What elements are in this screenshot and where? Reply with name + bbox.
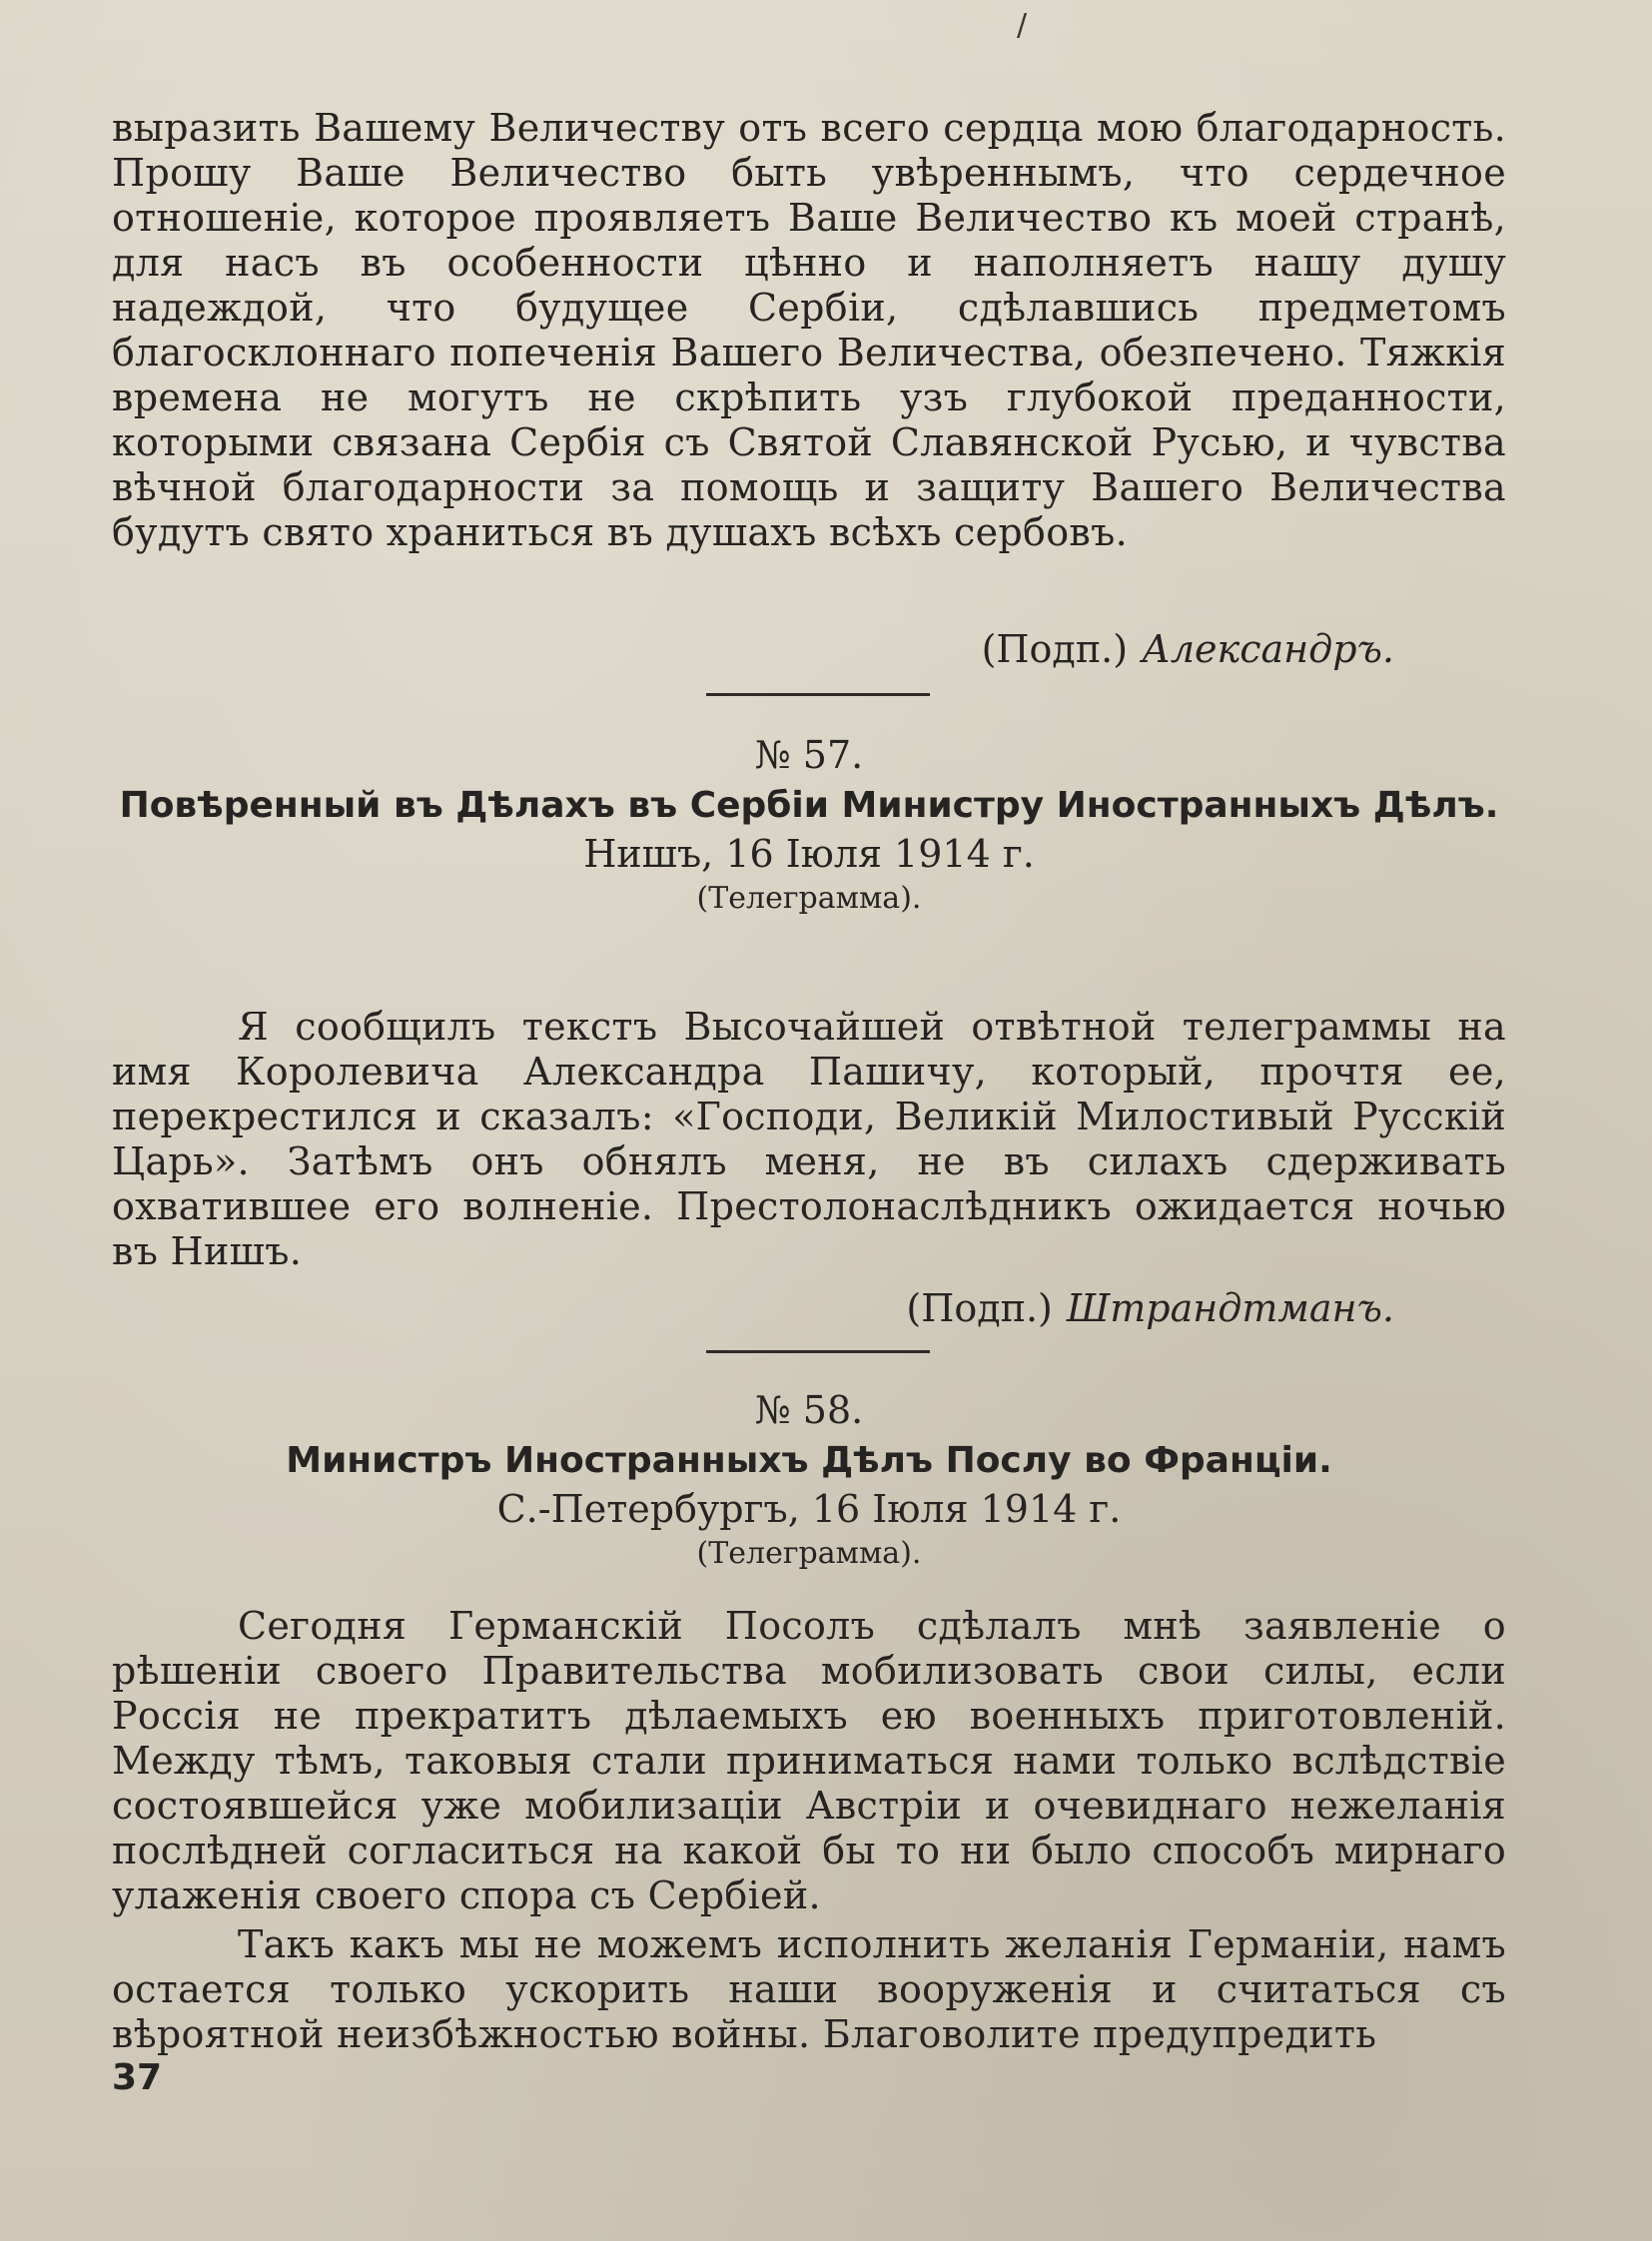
page-number: 37	[112, 2057, 163, 2098]
doc-paragraph: Я сообщилъ текстъ Высочайшей отвѣтной телеграммы на имя Королевича Александра Пашичу, который, прочтя ее, перекрестился и сказалъ: «Господи, Великій Милостивый Русскій Царь». Затѣмъ онъ обнялъ меня, не въ силахъ сдерживать охватившее его волненіе. Престолонаслѣдникъ ожидается ночью въ Нишъ.	[112, 1005, 1506, 1273]
signature-prefix: (Подп.)	[906, 1286, 1053, 1330]
doc-place-date: С.-Петербургъ, 16 Іюля 1914 г.	[496, 1487, 1122, 1531]
intro-paragraph: выразить Вашему Величеству отъ всего сердца мою благодарность. Прошу Ваше Величество быть увѣреннымъ, что сердечное отношеніе, которое проявляетъ Ваше Величество къ моей странѣ, для насъ въ особенности цѣнно и наполняетъ нашу душу надеждой, что будущее Сербіи, сдѣлавшись предметомъ благосклоннаго попеченія Вашего Величества, обезпечено. Тяжкія времена не могутъ не скрѣпить узъ глубокой преданности, которыми связана Сербія съ Святой Славянской Русью, и чувства вѣчной благодарности за помощь и защиту Вашего Величества будутъ свято храниться въ душахъ всѣхъ сербовъ.	[112, 106, 1506, 554]
doc-number: № 57.	[754, 733, 864, 777]
doc-paragraph: Сегодня Германскій Посолъ сдѣлалъ мнѣ заявленіе о рѣшеніи своего Правительства мобилизовать свои силы, если Россія не прекратитъ дѣлаемыхъ ею военныхъ приготовленій. Между тѣмъ, таковыя стали приниматься нами только вслѣдствіе состоявшейся уже мобилизаціи Австріи и очевиднаго нежеланія послѣдней согласиться на какой бы то ни было способъ мирнаго улаженія своего спора съ Сербіей.	[112, 1604, 1506, 1917]
doc-number: № 58.	[754, 1388, 864, 1432]
top-margin-mark: /	[1017, 8, 1028, 43]
section-divider	[706, 693, 930, 696]
doc-57-header	[112, 733, 1506, 921]
doc-57-signature	[112, 1286, 1506, 1331]
signature-name: Штрандтманъ.	[1066, 1286, 1394, 1330]
doc-paragraph: Такъ какъ мы не можемъ исполнить желанія Германіи, намъ остается только ускорить наши вооруженія и считаться съ вѣроятной неизбѣжностью войны. Благоволите предупредить	[112, 1922, 1506, 2056]
doc-place-date: Нишъ, 16 Іюля 1914 г.	[583, 832, 1035, 876]
doc-heading: Повѣренный въ Дѣлахъ въ Сербіи Министру Иностранныхъ Дѣлъ.	[119, 785, 1499, 826]
doc-58-body	[112, 1604, 1506, 2057]
doc-type: (Телеграмма).	[696, 881, 922, 916]
section-divider	[706, 1350, 930, 1353]
intro-section	[112, 106, 1506, 555]
signature-name: Александръ.	[1142, 627, 1394, 671]
doc-type: (Телеграмма).	[696, 1536, 922, 1571]
doc-58-header	[112, 1388, 1506, 1576]
doc-57-body	[112, 1005, 1506, 1274]
doc-heading: Министръ Иностранныхъ Дѣлъ Послу во Франціи.	[286, 1440, 1332, 1481]
intro-signature	[112, 627, 1506, 672]
signature-prefix: (Подп.)	[981, 627, 1129, 671]
